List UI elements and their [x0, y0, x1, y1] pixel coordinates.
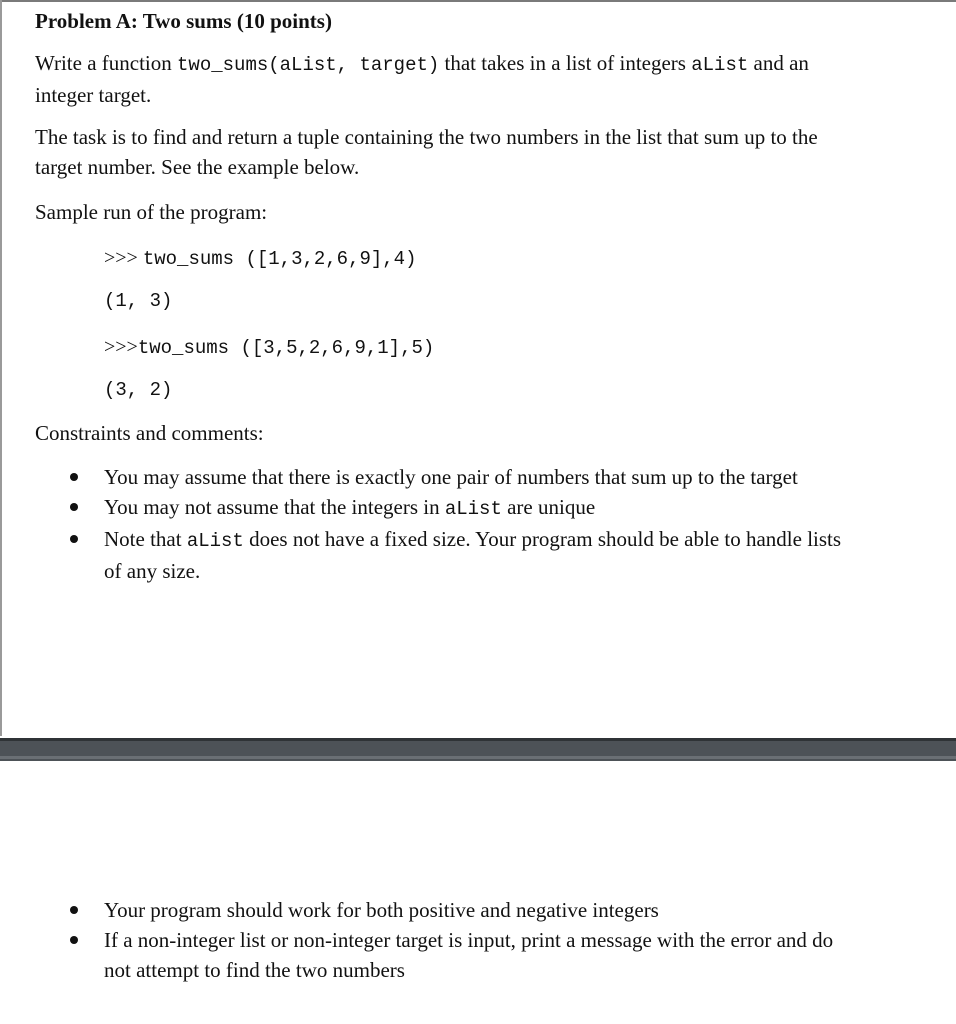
- list-item: [0, 895, 940, 925]
- sample-call-2: [104, 331, 434, 363]
- constraint-3-post: does not have a fixed size. Your program should be able to handle lists: [243, 527, 842, 551]
- list-item: [0, 524, 940, 586]
- constraint-2-pre: You may not assume that the integers in: [104, 495, 445, 519]
- call-2: two_sums ([3,5,2,6,9,1],5): [137, 337, 435, 359]
- intro-text-2: that takes in a list of integers: [439, 51, 692, 75]
- constraint-3-pre: Note that: [104, 527, 187, 551]
- bullet-icon: [70, 503, 78, 511]
- problem-title: Problem A: Two sums (10 points): [35, 9, 332, 33]
- intro-text-3: and an: [748, 51, 809, 75]
- constraint-3-code: aList: [186, 530, 244, 552]
- bullet-icon: [70, 535, 78, 543]
- sample-result-2: (3, 2): [104, 379, 173, 401]
- list-item: [0, 492, 940, 524]
- bullet-icon: [70, 936, 78, 944]
- section-divider-edge: [0, 756, 956, 759]
- task-paragraph: [35, 122, 935, 182]
- constraint-2-code: aList: [444, 498, 502, 520]
- constraints-list: [0, 462, 940, 586]
- constraint-5-line-2: not attempt to find the two numbers: [104, 958, 405, 982]
- task-line-2: target number. See the example below.: [35, 155, 360, 179]
- bullet-icon: [70, 473, 78, 481]
- more-constraints-list: [0, 895, 940, 985]
- constraint-3-line-2: of any size.: [104, 559, 201, 583]
- sample-result-1: (1, 3): [104, 290, 173, 312]
- top-border: [0, 0, 956, 2]
- constraint-4-text: Your program should work for both positive and negative integers: [104, 898, 659, 922]
- alist-code: aList: [691, 54, 749, 76]
- intro-paragraph: [35, 48, 935, 110]
- list-item: [0, 925, 940, 985]
- intro-text-1: Write a function: [35, 51, 178, 75]
- constraint-2-post: are unique: [501, 495, 596, 519]
- constraints-heading: Constraints and comments:: [35, 421, 264, 445]
- bullet-icon: [70, 906, 78, 914]
- left-border: [0, 0, 2, 736]
- prompt-1: >>>: [104, 247, 143, 269]
- sample-heading: Sample run of the program:: [35, 200, 268, 224]
- constraint-5-line-1: If a non-integer list or non-integer target is input, print a message with the error and do: [104, 928, 834, 952]
- list-item: [0, 462, 940, 492]
- task-line-1: The task is to find and return a tuple containing the two numbers in the list that sum up to the: [35, 125, 818, 149]
- constraint-1-text: You may assume that there is exactly one pair of numbers that sum up to the target: [104, 465, 798, 489]
- prompt-2: >>>: [104, 336, 138, 358]
- intro-text-4: integer target.: [35, 83, 152, 107]
- function-signature: two_sums(aList, target): [177, 54, 440, 76]
- call-1: two_sums ([1,3,2,6,9],4): [142, 248, 417, 270]
- sample-call-1: [104, 242, 417, 274]
